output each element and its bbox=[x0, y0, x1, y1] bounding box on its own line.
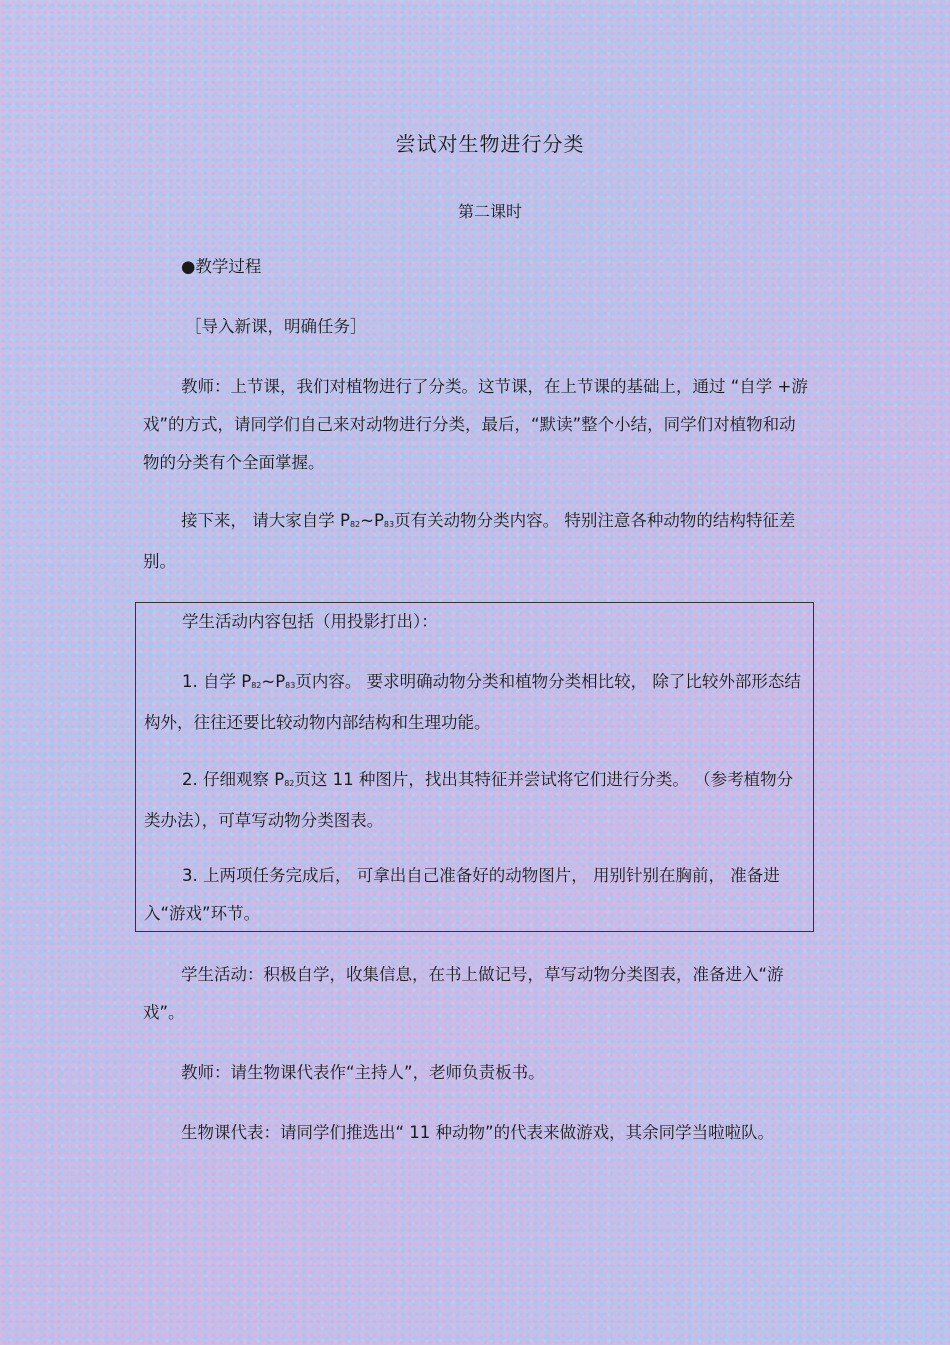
section-heading: ●教学过程 bbox=[181, 257, 262, 276]
box-item-3: 3. 上两项任务完成后， 可拿出自己准备好的动物图片， 用别针别在胸前， 准备进入“游戏”环节。 bbox=[144, 866, 780, 923]
box-intro: 学生活动内容包括（用投影打出）： bbox=[182, 612, 438, 631]
box-item-2-b: 页这 11 种图片，找出其特征并尝试将它们进行分类。 （参考植物分类办法），可草写动物分类图表。 bbox=[144, 770, 794, 830]
page-subscript: 82 bbox=[284, 779, 295, 788]
page-subscript: 82 bbox=[251, 681, 262, 690]
self-study-text-b: ~P bbox=[360, 511, 384, 530]
teacher-host-paragraph: 教师：请生物课代表作“主持人”，老师负责板书。 bbox=[181, 1063, 545, 1082]
self-study-paragraph bbox=[143, 502, 808, 581]
document-subtitle: 第二课时 bbox=[457, 202, 522, 221]
box-item-1-c: 页内容。 要求明确动物分类和植物分类相比较， 除了比较外部形态结构外，往往还要比较动物内部结构和生理功能。 bbox=[144, 672, 801, 732]
student-activity-box bbox=[135, 602, 814, 932]
page-subscript: 83 bbox=[285, 681, 296, 690]
box-item-2-a: 2. 仔细观察 P bbox=[182, 770, 285, 789]
page-subscript: 82 bbox=[349, 520, 361, 529]
self-study-text-c: 页有关动物分类内容。 特别注意各种动物的结构特征差别。 bbox=[143, 511, 796, 571]
document-title: 尝试对生物进行分类 bbox=[395, 132, 585, 156]
box-item-1-b: ~P bbox=[261, 672, 286, 691]
self-study-text-a: 接下来， 请大家自学 P bbox=[181, 511, 350, 530]
teacher-intro-paragraph: 教师：上节课，我们对植物进行了分类。这节课，在上节课的基础上，通过 “自学 +游戏”的方式，请同学们自己来对动物进行分类，最后，“默读”整个小结，同学们对植物和动物的分类有个全面掌握。 bbox=[143, 377, 808, 472]
box-item-1-a: 1. 自学 P bbox=[182, 672, 252, 691]
box-item-1 bbox=[144, 663, 804, 742]
box-item-2 bbox=[144, 761, 804, 840]
page-subscript: 83 bbox=[383, 520, 395, 529]
student-activity-paragraph: 学生活动：积极自学，收集信息，在书上做记号，草写动物分类图表，准备进入“游戏”。 bbox=[143, 965, 784, 1022]
rep-paragraph: 生物课代表：请同学们推选出“ 11 种动物”的代表来做游戏，其余同学当啦啦队。 bbox=[181, 1123, 775, 1142]
step-heading: ［导入新课，明确任务］ bbox=[185, 317, 367, 336]
